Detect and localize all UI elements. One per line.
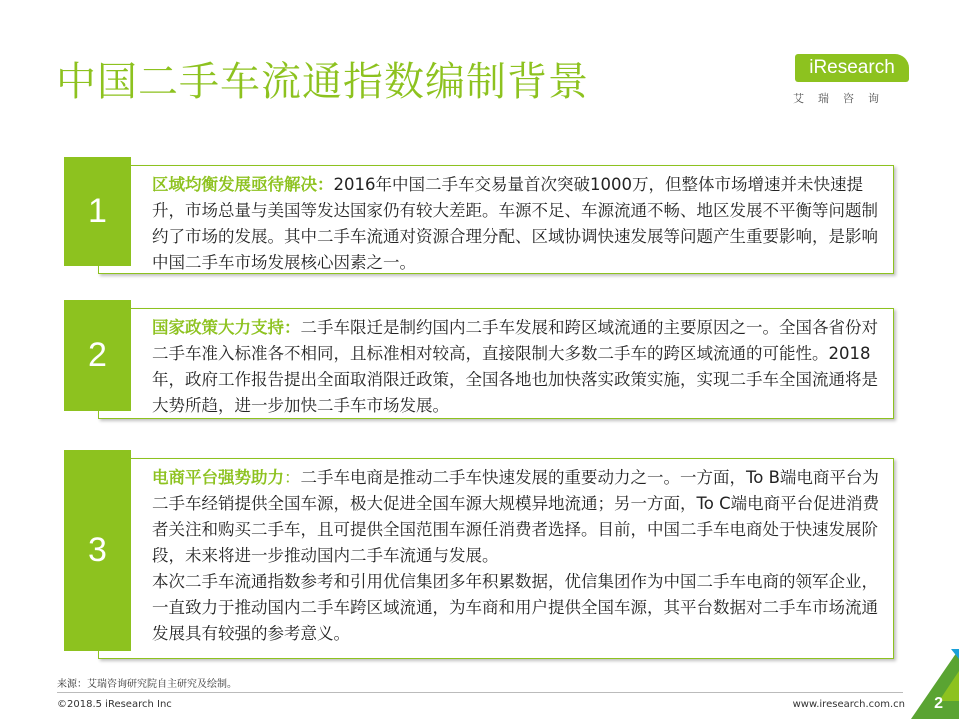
card-heading: 区域均衡发展亟待解决： [152, 175, 334, 194]
card-number-badge: 1 [64, 157, 131, 266]
logo-subtitle: 艾瑞咨询 [793, 92, 893, 105]
card-heading-colon: ： [284, 468, 301, 487]
website-link[interactable]: www.iresearch.com.cn [792, 699, 905, 710]
background-card-3 [64, 450, 894, 659]
source-note: 来源：艾瑞咨询研究院自主研究及绘制。 [57, 679, 237, 690]
background-card-2 [64, 300, 894, 419]
page-title: 中国二手车流通指数编制背景 [56, 59, 589, 105]
card-body [152, 315, 882, 419]
card-paragraph-text: 二手车电商是推动二手车快速发展的重要动力之一。一方面，To B端电商平台为二手车经销提供全国车源，极大促进全国车源大规模异地流通；另一方面，To C端电商平台促进消费者关注和购买二手车，且可提供全国范围车源任消费者选择。目前，中国二手车电商处于快速发展阶段，未来将进一步推动国内二手车流通与发展。 [152, 468, 880, 565]
card-paragraph: 本次二手车流通指数参考和引用优信集团多年积累数据，优信集团作为中国二手车电商的领军企业，一直致力于推动国内二手车跨区域流通，为车商和用户提供全国车源，其平台数据对二手车市场流通发展具有较强的参考意义。 [152, 572, 878, 643]
card-number-badge: 3 [64, 450, 131, 651]
footer-divider [57, 692, 903, 693]
copyright-text: ©2018.5 iResearch Inc [57, 699, 172, 710]
card-heading: 电商平台强势助力 [152, 468, 284, 487]
card-body [152, 465, 882, 647]
card-paragraph [152, 315, 882, 419]
card-paragraph-text: 2016年中国二手车交易量首次突破1000万，但整体市场增速并未快速提升，市场总量与美国等发达国家仍有较大差距。车源不足、车源流通不畅、地区发展不平衡等问题制约了市场的发展。其中二手车流通对资源合理分配、区域协调快速发展等问题产生重要影响，是影响中国二手车市场发展核心因素之一。 [152, 175, 878, 272]
card-body [152, 172, 882, 276]
card-number-badge: 2 [64, 300, 131, 411]
logo-brand-text: iResearch [809, 57, 895, 78]
logo-badge [795, 54, 909, 82]
card-heading: 国家政策大力支持： [152, 318, 301, 337]
background-card-1 [64, 157, 894, 274]
card-paragraph [152, 172, 882, 276]
page-number: 2 [934, 695, 943, 712]
iresearch-logo [793, 54, 913, 110]
card-paragraph-text: 二手车限迁是制约国内二手车发展和跨区域流通的主要原因之一。全国各省份对二手车准入标准各不相同，且标准相对较高，直接限制大多数二手车的跨区域流通的可能性。2018年，政府工作报告提出全面取消限迁政策，全国各地也加快落实政策实施，实现二手车全国流通将是大势所趋，进一步加快二手车市场发展。 [152, 318, 878, 415]
card-paragraph [152, 465, 882, 569]
